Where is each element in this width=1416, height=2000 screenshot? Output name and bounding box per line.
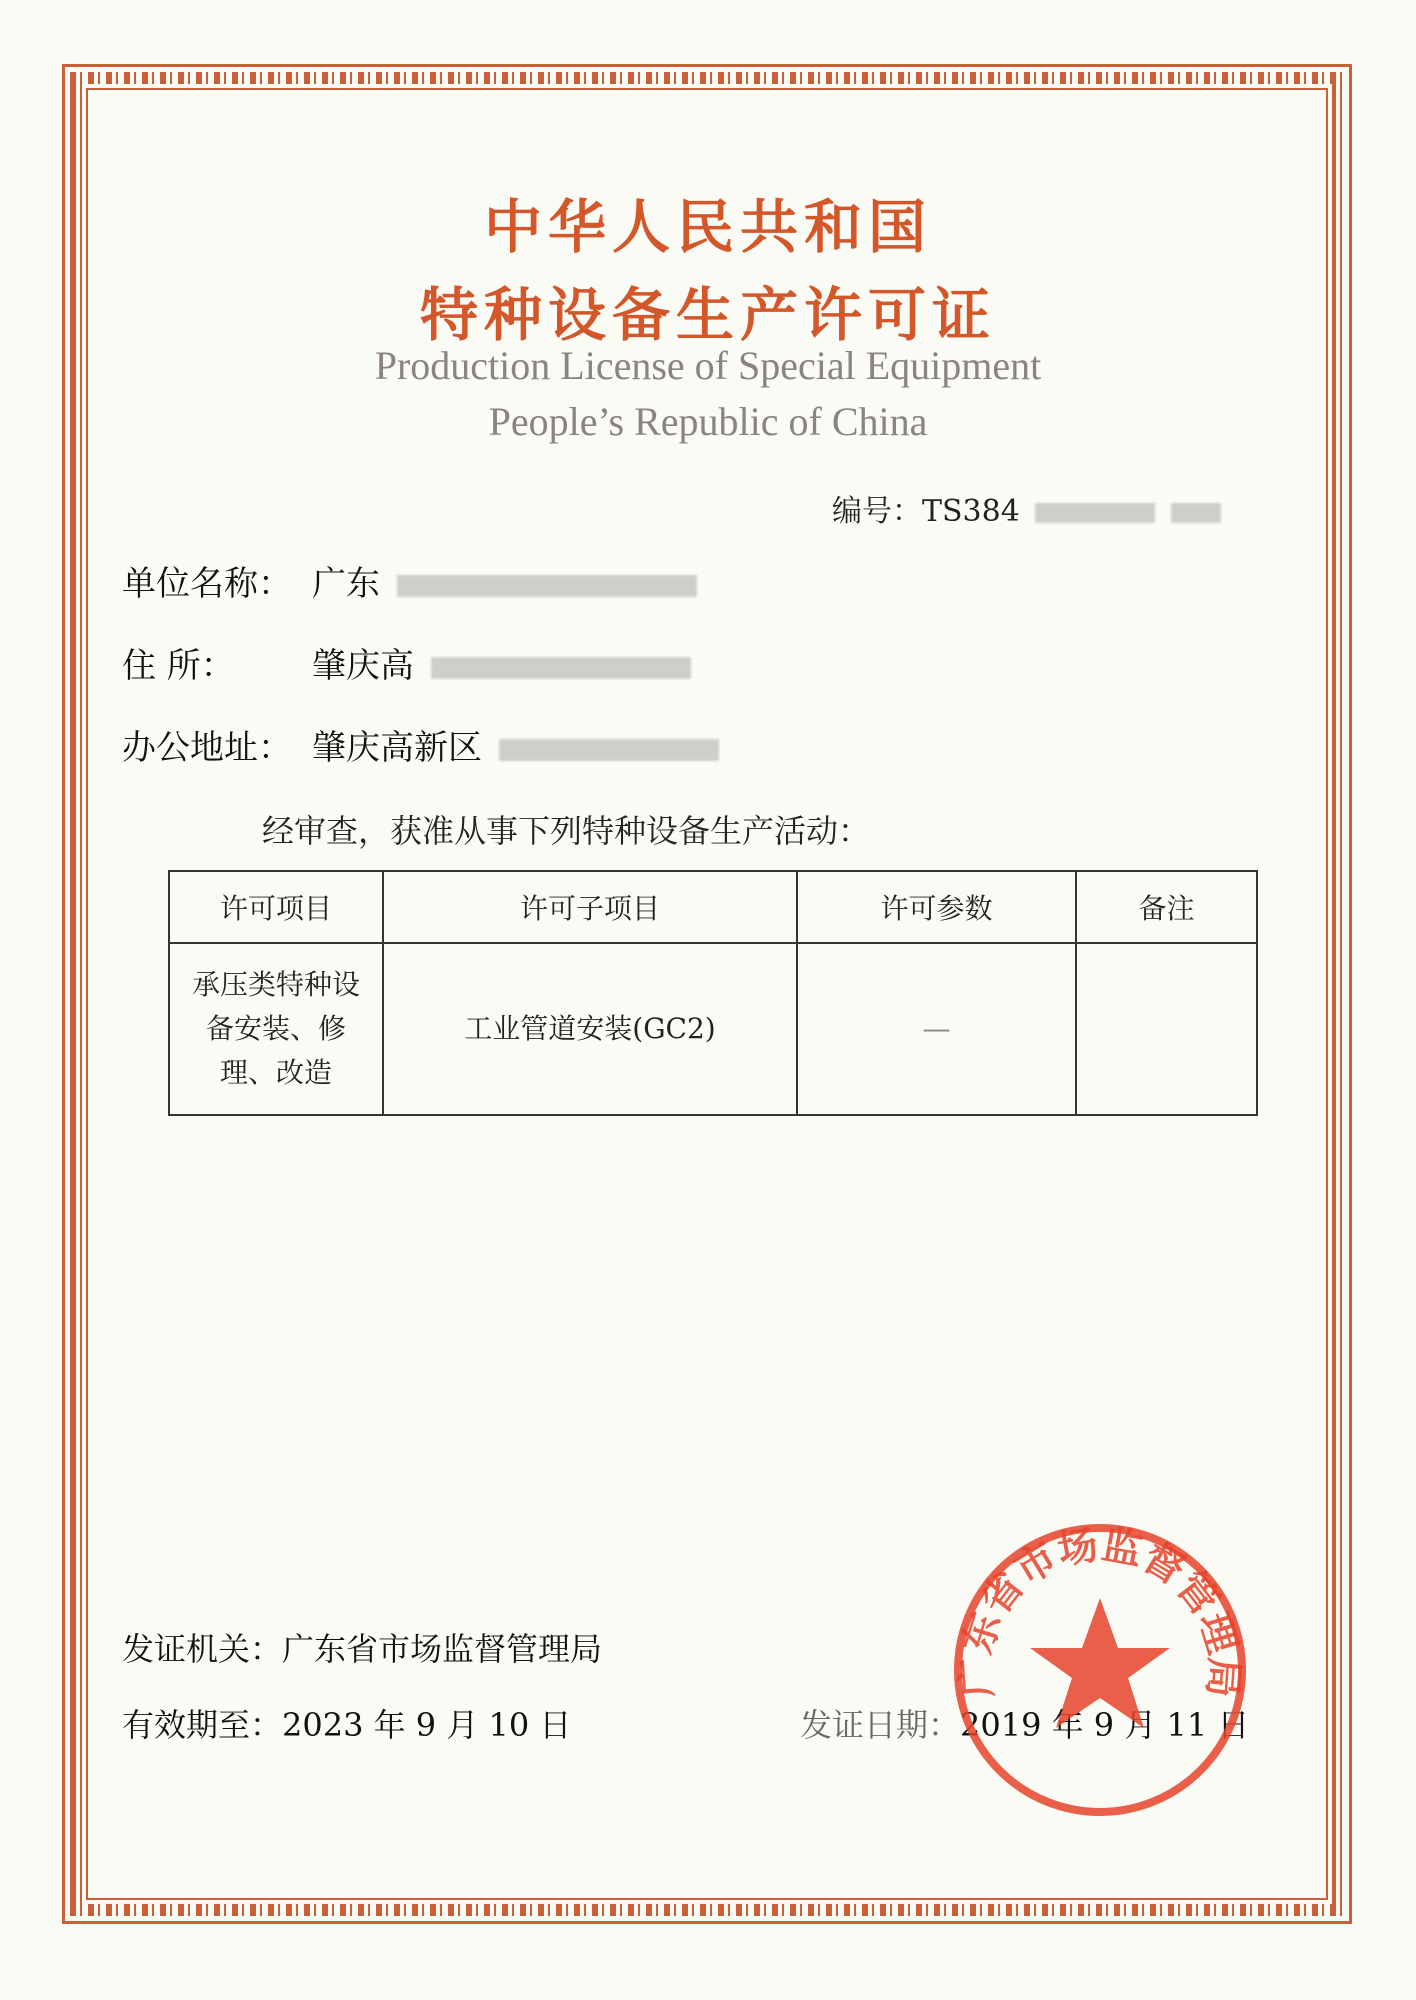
title-line-1: 中华人民共和国 bbox=[483, 193, 932, 261]
address-value: 肇庆高 bbox=[312, 646, 414, 686]
header-permit-item: 许可项目 bbox=[169, 871, 383, 943]
unit-name-row bbox=[122, 556, 697, 605]
title-en-line-1: Production License of Special Equipment bbox=[374, 343, 1042, 388]
approval-statement: 经审查，获准从事下列特种设备生产活动： bbox=[262, 812, 871, 850]
title-en-line-2: People’s Republic of China bbox=[488, 399, 928, 444]
permit-table bbox=[168, 870, 1258, 1116]
office-address-row bbox=[122, 720, 719, 769]
header-permit-subitem: 许可子项目 bbox=[383, 871, 797, 943]
star-icon bbox=[1030, 1598, 1170, 1728]
office-address-value: 肇庆高新区 bbox=[312, 728, 482, 768]
valid-until-value: 2023 年 9 月 10 日 bbox=[282, 1706, 572, 1744]
seal-text: 广东省市场监督管理局 bbox=[952, 1521, 1248, 1699]
issue-date-label: 发证日期： bbox=[800, 1706, 961, 1744]
address-label: 住 所： bbox=[122, 646, 235, 686]
unit-name-label: 单位名称： bbox=[122, 564, 292, 604]
certificate-number bbox=[832, 486, 1221, 530]
cell-remarks bbox=[1076, 943, 1257, 1115]
issuer-row bbox=[122, 1624, 602, 1670]
cell-permit-item: 承压类特种设备安装、修理、改造 bbox=[169, 943, 383, 1115]
cell-permit-subitem: 工业管道安装(GC2) bbox=[383, 943, 797, 1115]
table-header-row bbox=[169, 871, 1257, 943]
redacted-block bbox=[431, 657, 691, 679]
redacted-block bbox=[397, 575, 697, 597]
address-row bbox=[122, 638, 691, 687]
valid-until-label: 有效期至： bbox=[122, 1706, 283, 1744]
cert-no-label: 编号： bbox=[832, 494, 922, 529]
cert-no-value: TS384 bbox=[922, 494, 1020, 529]
issue-date-value: 2019 年 9 月 11 日 bbox=[960, 1706, 1250, 1744]
issuer-value: 广东省市场监督管理局 bbox=[282, 1630, 603, 1668]
official-seal-icon bbox=[950, 1520, 1250, 1820]
header-permit-parameter: 许可参数 bbox=[797, 871, 1076, 943]
unit-name-value: 广东 bbox=[312, 564, 380, 604]
cell-permit-parameter: — bbox=[797, 943, 1076, 1115]
table-row bbox=[169, 943, 1257, 1115]
title-line-2: 特种设备生产许可证 bbox=[419, 281, 996, 349]
office-address-label: 办公地址： bbox=[122, 728, 292, 768]
redacted-block bbox=[499, 739, 719, 761]
header-remarks: 备注 bbox=[1076, 871, 1257, 943]
redacted-block bbox=[1171, 503, 1221, 523]
issuer-label: 发证机关： bbox=[122, 1630, 283, 1668]
valid-until-row bbox=[122, 1700, 571, 1746]
redacted-block bbox=[1035, 503, 1155, 523]
